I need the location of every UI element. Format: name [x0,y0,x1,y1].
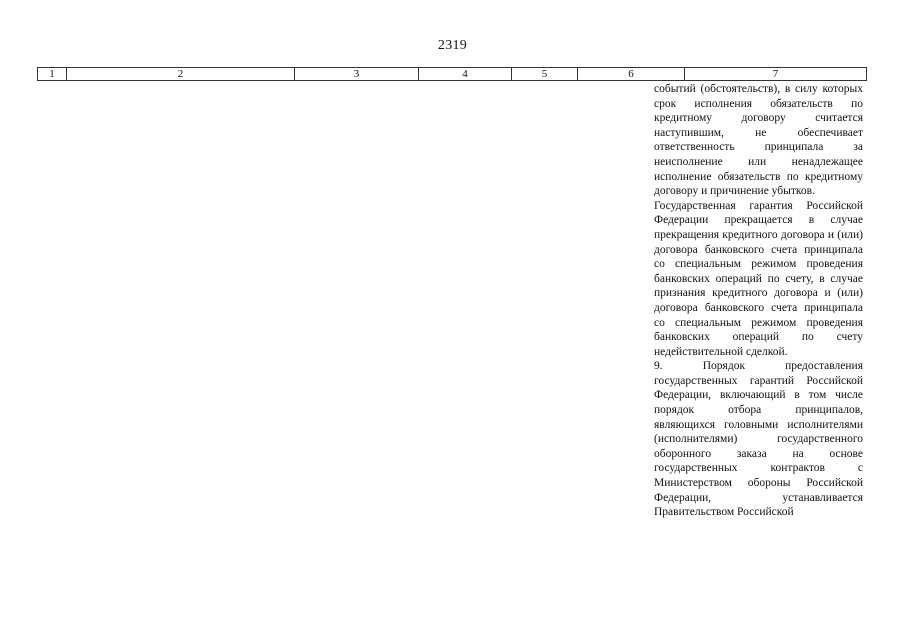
column-header-7: 7 [772,68,779,80]
column-7-text [654,82,863,520]
column-7-paragraph: событий (обстоятельств), в силу которых срок исполнения обязательств по кредитному договору считается наступившим, не обеспечивает ответственность принципала за неисполнение или ненадлежащее исполнение обязательств по кредитному договору и причинение убытков. [654,83,863,198]
column-header-2: 2 [67,68,295,80]
column-header-5: 5 [512,68,578,80]
column-header-1: 1 [38,68,67,80]
column-7-paragraph: 9. Порядок предоставления государственных гарантий Российской Федерации, включающий в том числе порядок отбора принципалов, являющихся головными исполнителями (исполнителями) государственного оборонного заказа на основе государственных контрактов с Министерством обороны Российской Федерации, устанавливается Правительством Российской [654,360,863,519]
column-header-3: 3 [295,68,419,80]
page-number: 2319 [437,38,468,53]
table-column-header-row [37,67,867,81]
column-header-4: 4 [419,68,512,80]
column-header-6: 6 [578,68,685,80]
column-7-paragraph: Государственная гарантия Российской Федерации прекращается в случае прекращения кредитного договора и (или) договора банковского счета принципала со специальным режимом проведения банковских операций по счету, в случае признания кредитного договора и (или) договора банковского счета принципала со специальным режимом проведения банковских операций по счету недействительной сделкой. [654,199,863,358]
